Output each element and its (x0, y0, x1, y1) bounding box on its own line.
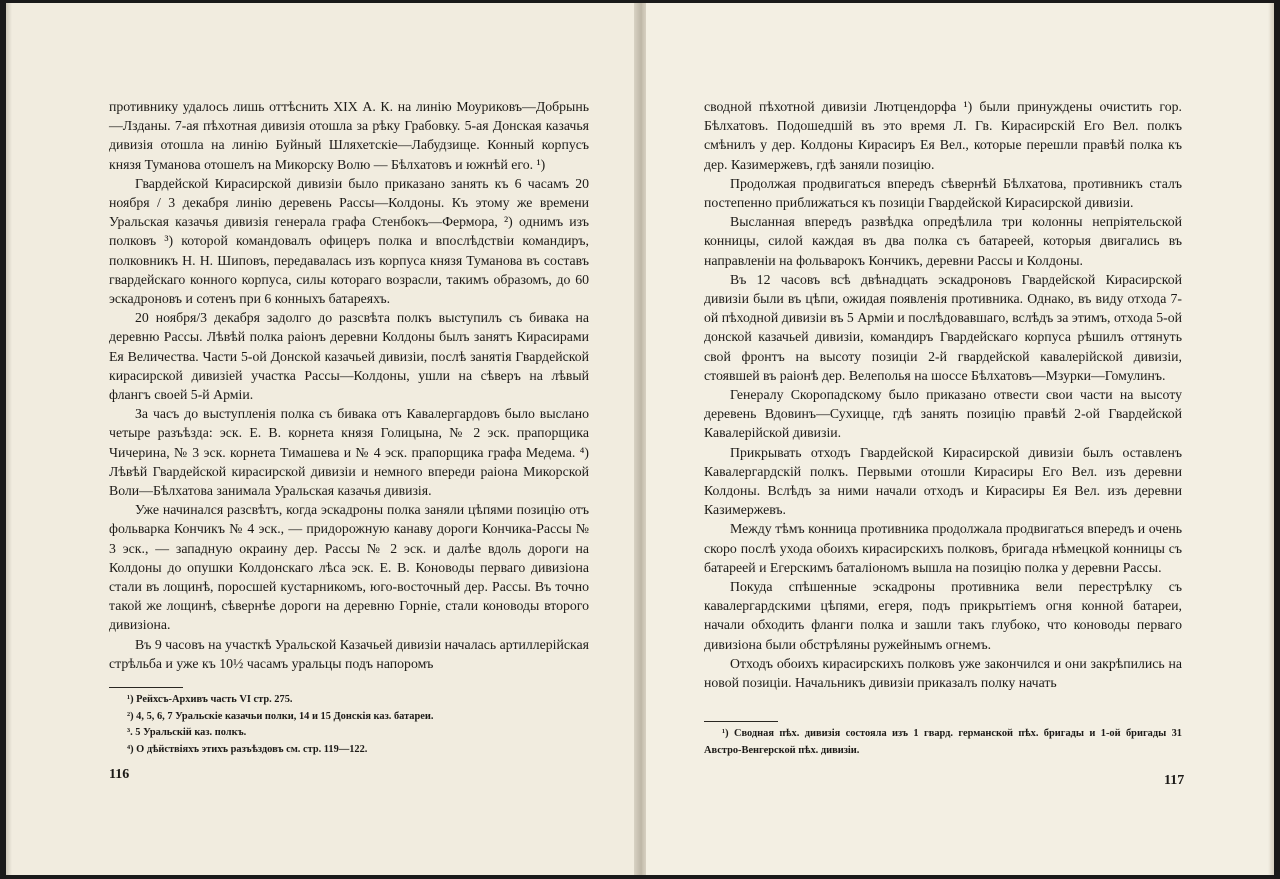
right-page (646, 3, 1274, 875)
paragraph: Покуда спѣшенные эскадроны противника вели перестрѣлку съ кавалергардскими цѣпями, егеря, подъ прикрытіемъ огня конной батареи, начали обходить фланги полка и зашли такъ глубоко, что коноводы перваго дивизіона были обстрѣляны ружейнымъ огнемъ. (704, 579, 1182, 652)
footnote: ⁴) О дѣйствіяхъ этихъ разъѣздовъ см. стр. 119—122. (127, 743, 368, 755)
paragraph: сводной пѣхотной дивизіи Лютцендорфа ¹) были принуждены очистить гор. Бѣлхатовъ. Подошедшій въ это время Л. Гв. Кирасирскій Его Вел. полкъ смѣнилъ у дер. Колдоны Кирасиръ Ея Вел., которые перешли правѣй полка къ дер. Казимержевъ, гдѣ заняли позицію. (704, 99, 1182, 172)
paragraph: Высланная впередъ развѣдка опредѣлила три колонны непріятельской конницы, силой каждая въ два полка съ батареей, которыя двигались въ направленіи на фольварокъ Кончикъ, деревни Рассы и Колдоны. (704, 214, 1182, 268)
footnote: ²) 4, 5, 6, 7 Уральскіе казачьи полки, 14 и 15 Донскія каз. батареи. (127, 710, 434, 722)
page-number: 116 (109, 767, 130, 782)
footnote: ¹) Рейхсъ-Архивъ часть VI стр. 275. (127, 694, 293, 705)
footnote: ³. 5 Уральскій каз. полкъ. (127, 727, 247, 739)
paragraph: Генералу Скоропадскому было приказано отвести свои части на высоту деревень Вдовинъ—Сухицце, гдѣ занять позицію правѣй 2-ой Гвардейской Кавалерійской дивизіи. (704, 387, 1182, 441)
left-footnotes (109, 687, 589, 758)
right-footnotes (704, 721, 1182, 759)
paragraph: противнику удалось лишь оттѣснить XIX А. К. на линію Моуриковъ—Добрынь—Лзданы. 7-ая пѣхотная дивизія отошла за рѣку Грабовку. 5-ая Донская казачья дивизія отошла на линію Буйный Шляхетскіе—Лабудзище. Конный корпусъ князя Туманова отошелъ на Микорску Волю — Бѣлхатовъ и южнѣй его. ¹) (109, 99, 589, 172)
paragraph: Гвардейской Кирасирской дивизіи было приказано занять къ 6 часамъ 20 ноября / 3 декабря линію деревень Рассы—Колдоны. Къ этому же времени Уральская казачья дивизія генерала графа Стенбокъ—Фермора, ²) однимъ изъ полковъ ³) которой командовалъ офицеръ полка и впослѣдствіи командиръ, полковникъ Н. Н. Шиповъ, передавалась изъ корпуса князя Туманова въ составъ гвардейскаго конного корпуса, силы котораго возрасли, такимъ образомъ, до 60 эскадроновъ и сотенъ при 6 конныхъ батареяхъ. (109, 175, 589, 307)
paragraph: Между тѣмъ конница противника продолжала продвигаться впередъ и очень скоро послѣ ухода обоихъ кирасирскихъ полковъ, бригада нѣмецкой конницы съ батареей и Егерскимъ баталіономъ вышла на позицію полка у деревни Рассы. (704, 521, 1182, 575)
paragraph: Продолжая продвигаться впередъ сѣвернѣй Бѣлхатова, противникъ сталъ постепенно приближаться къ позиціи Гвардейской Кирасирской дивизіи. (704, 175, 1182, 211)
page-edge (6, 3, 12, 875)
footnote-rule (109, 687, 183, 688)
paragraph: 20 ноября/3 декабря задолго до разсвѣта полкъ выступилъ съ бивака на деревню Рассы. Лѣвѣй полка раіонъ деревни Колдоны былъ занятъ Кирасирами Ея Величества. Части 5-ой Донской казачьей дивизіи, послѣ занятія Гвардейской кирасирской дивизіей участка Рассы—Колдоны, ушли на сѣверъ на лѣвый флангъ своей 5-й Арміи. (109, 310, 589, 403)
book-spread (6, 3, 1274, 875)
paragraph: Отходъ обоихъ кирасирскихъ полковъ уже закончился и они закрѣпились на новой позиціи. Начальникъ дивизіи приказалъ полку начать (704, 655, 1182, 691)
left-body-text (109, 97, 589, 673)
right-body-text (704, 97, 1182, 692)
page-edge (1268, 3, 1274, 875)
footnote: ¹) Сводная пѣх. дивизія состояла изъ 1 гвард. германской пѣх. бригады и 1-ой бригады 31 Австро-Венгерской пѣх. дивизіи. (704, 728, 1182, 756)
footnote-rule (704, 721, 778, 722)
paragraph: Уже начинался разсвѣтъ, когда эскадроны полка заняли цѣпями позицію отъ фольварка Кончикъ № 4 эск., — придорожную канаву дороги Кончика-Рассы № 3 эск., — западную окраину дер. Рассы № 2 эск. и далѣе вдоль дороги на Колдоны до опушки Колдонскаго лѣса эск. Е. В. Коноводы перваго дивизіона стали въ лощинѣ, поросшей кустарникомъ, юго-восточный дер. Рассы. Въ точно такой же лощинѣ, сѣвернѣе дороги на деревню Горніе, стали коноводы второго дивизіона. (109, 502, 589, 633)
paragraph: Прикрывать отходъ Гвардейской Кирасирской дивизіи былъ оставленъ Кавалергардскій полкъ. Первыми отошли Кирасиры Его Вел. изъ деревни Колдоны. Вслѣдъ за ними начали отходъ и Кирасиры Ея Вел. изъ деревни Казимержевъ. (704, 444, 1182, 518)
paragraph: Въ 9 часовъ на участкѣ Уральской Казачьей дивизіи началась артиллерійская стрѣльба и уже къ 10½ часамъ уральцы подъ напоромъ (109, 636, 589, 671)
paragraph: Въ 12 часовъ всѣ двѣнадцать эскадроновъ Гвардейской Кирасирской дивизіи были въ цѣпи, ожидая появленія противника. Однако, въ виду отхода 7-ой пѣходной дивизіи въ 5 Арміи и послѣдовавшаго, вслѣдъ за этимъ, отхода 5-ой донской казачьей дивизіи, командиръ Гвардейскаго корпуса рѣшилъ оттянуть свой фронтъ на высоту позиціи 2-й гвардейской кавалерійской дивизіи, стоявшей въ раіонѣ дер. Велеполья на шоссе Бѣлхатовъ—Мзурки—Гомулинъ. (704, 271, 1182, 383)
left-page (6, 3, 638, 875)
page-number: 117 (1164, 773, 1185, 788)
paragraph: За часъ до выступленія полка съ бивака отъ Кавалергардовъ было выслано четыре разъѣзда: эск. Е. В. корнета князя Голицына, № 2 эск. прапорщика Чичерина, № 3 эск. корнета Тимашева и № 4 эск. прапорщика графа Медема. ⁴) Лѣвѣй Гвардейской кирасирской дивизіи и немного впереди раіона Микорской Воли—Бѣлхатова занимала Уральская казачья дивизія. (109, 406, 589, 499)
